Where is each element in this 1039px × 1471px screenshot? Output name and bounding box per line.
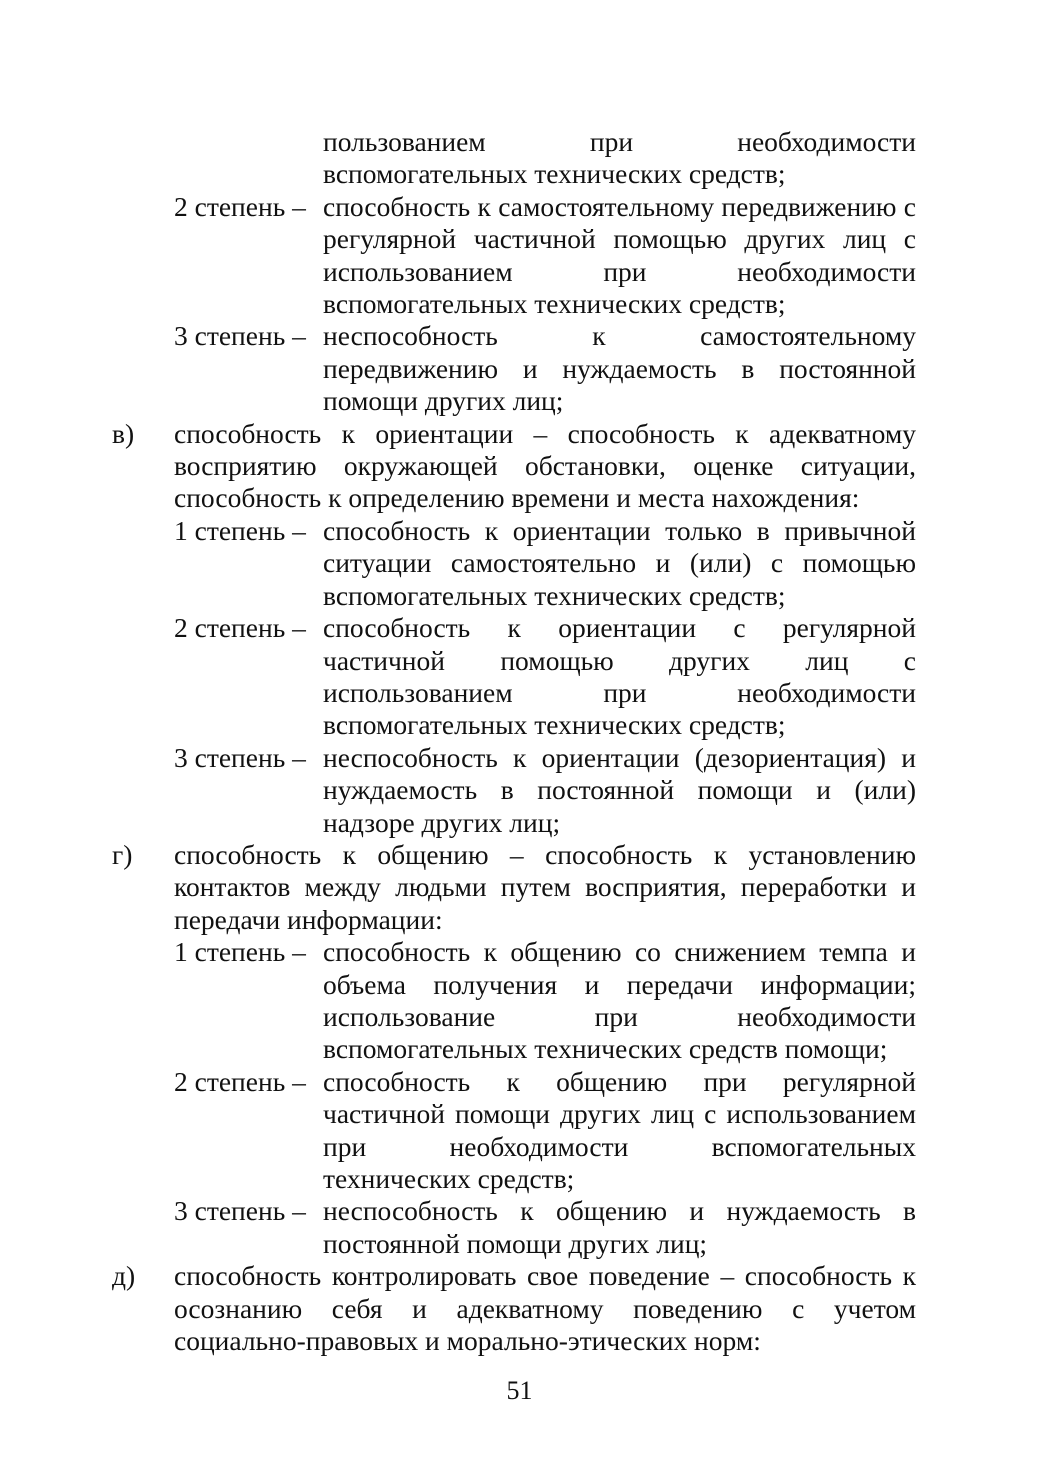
section-orientation: [112, 418, 916, 515]
degree-label: 1 степень –: [174, 514, 306, 546]
page-body: [112, 126, 916, 1357]
section-letter: г): [112, 838, 133, 870]
degree-label: 2 степень –: [174, 612, 306, 644]
degree-text: способность к ориентации только в привычной ситуации самостоятельно и (или) с помощью вспомогательных технических средств;: [323, 514, 916, 611]
mobility-degree-2: [112, 191, 916, 321]
section-behavior-control: [112, 1260, 916, 1357]
degree-text: неспособность к ориентации (дезориентация) и нуждаемость в постоянной помощи и (или) надзоре других лиц;: [323, 741, 916, 838]
degree-text: способность к самостоятельному передвижению с регулярной частичной помощью других лиц с использованием при необходимости вспомогательных технических средств;: [323, 190, 916, 320]
section-letter: д): [112, 1260, 136, 1292]
degree-label: 1 степень –: [174, 936, 306, 968]
degree-text: способность к общению со снижением темпа и объема получения и передачи информации; использование при необходимости вспомогательных технических средств помощи;: [323, 936, 916, 1065]
degree-label: 3 степень –: [174, 320, 306, 352]
mobility-degree-3: [112, 320, 916, 417]
degree-label: 3 степень –: [174, 1195, 306, 1227]
section-text: способность к общению – способность к установлению контактов между людьми путем восприятия, переработки и передачи информации:: [174, 838, 916, 935]
section-communication: [112, 839, 916, 936]
continued-paragraph: пользованием при необходимости вспомогательных технических средств;: [323, 126, 916, 190]
page-number: 51: [506, 1376, 533, 1405]
communication-degree-1: [112, 936, 916, 1066]
degree-text: неспособность к самостоятельному передвижению и нуждаемость в постоянной помощи других лиц;: [323, 320, 916, 417]
orientation-degree-2: [112, 612, 916, 742]
degree-text: способность к общению при регулярной частичной помощи других лиц с использованием при необходимости вспомогательных технических средств;: [323, 1065, 916, 1194]
section-text: способность к ориентации – способность к адекватному восприятию окружающей обстановки, оценке ситуации, способность к определению времени и места нахождения:: [174, 417, 916, 514]
degree-label: 3 степень –: [174, 741, 306, 773]
section-text: способность контролировать свое поведение – способность к осознанию себя и адекватному поведению с учетом социально-правовых и морально-этических норм:: [174, 1260, 916, 1357]
degree-text: способность к ориентации с регулярной частичной помощью других лиц с использованием при необходимости вспомогательных технических средств;: [323, 612, 916, 741]
section-letter: в): [112, 417, 135, 449]
orientation-degree-1: [112, 515, 916, 612]
communication-degree-3: [112, 1195, 916, 1260]
degree-label: 2 степень –: [174, 190, 306, 222]
degree-text: неспособность к общению и нуждаемость в постоянной помощи других лиц;: [323, 1195, 916, 1259]
communication-degree-2: [112, 1066, 916, 1196]
orientation-degree-3: [112, 742, 916, 839]
degree-label: 2 степень –: [174, 1065, 306, 1097]
